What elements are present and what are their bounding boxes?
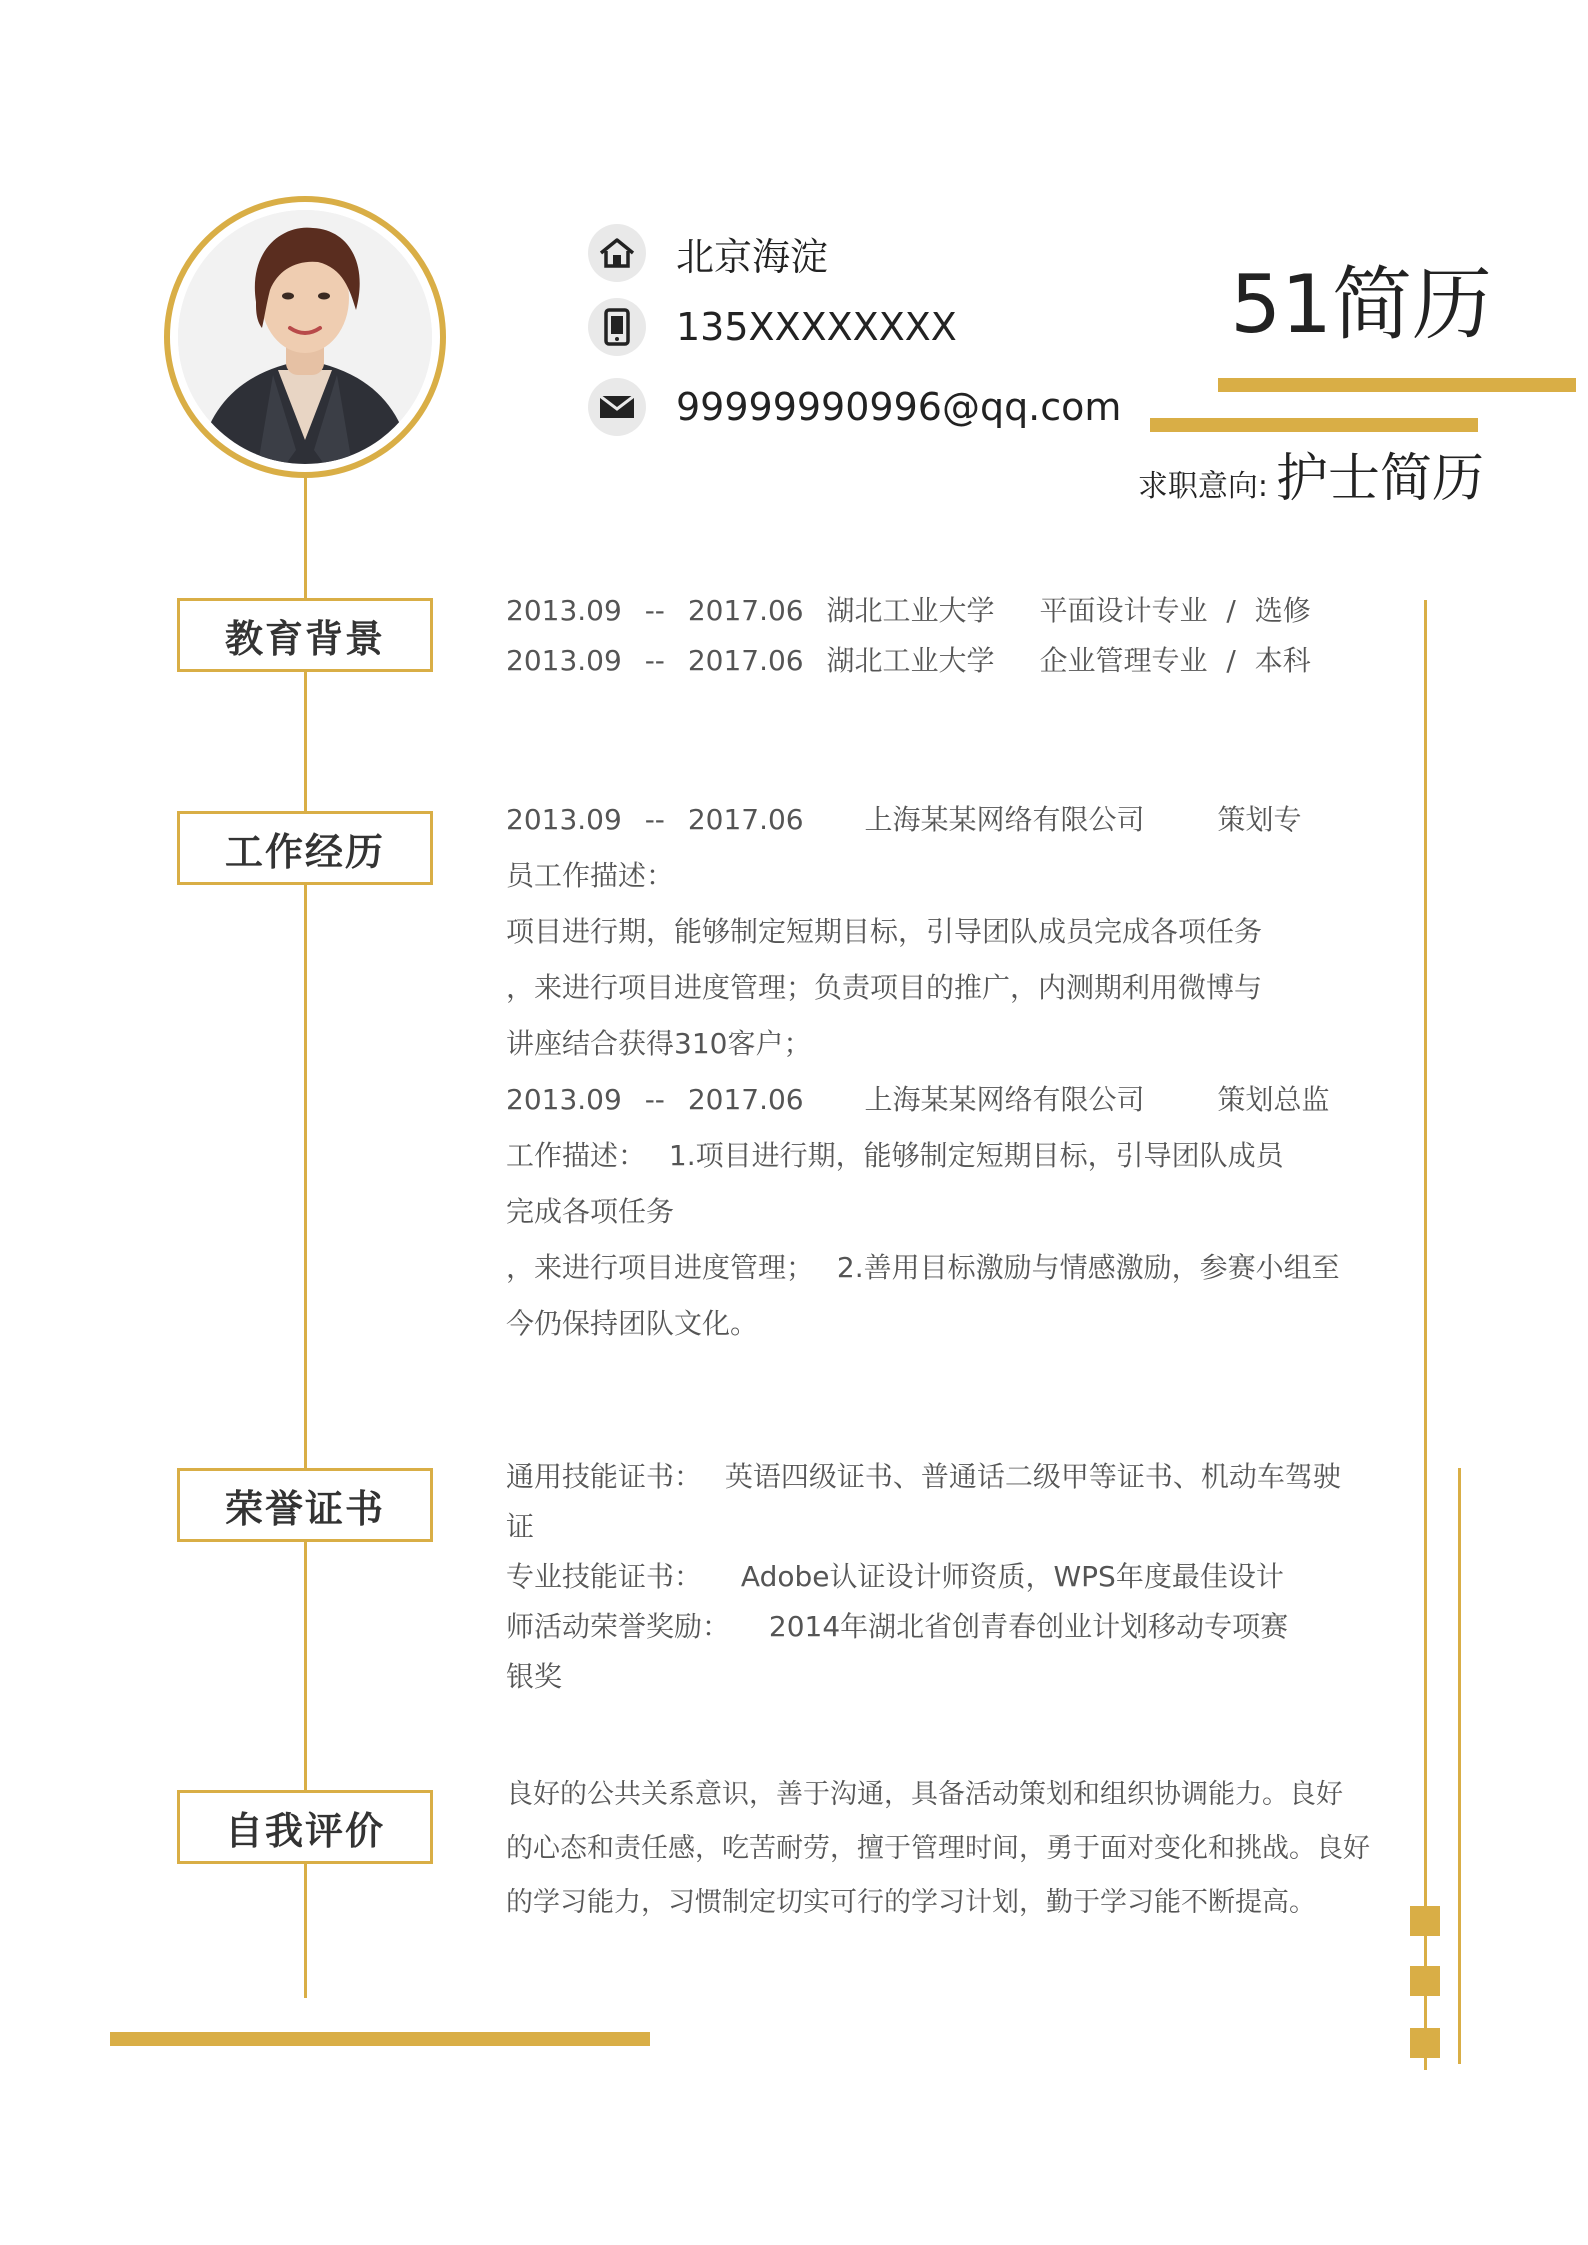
job-intent-label: 求职意向:: [1137, 469, 1268, 504]
work-company: 上海某某网络有限公司: [864, 803, 1145, 836]
square-decoration-1: [1410, 1906, 1440, 1936]
work-text: 讲座结合获得310客户；: [506, 1027, 812, 1060]
avatar: [164, 196, 446, 478]
section-title-self: 自我评价: [177, 1790, 433, 1864]
work-line: [506, 904, 1306, 960]
right-rule-2: [1458, 1468, 1461, 2064]
work-sep: --: [644, 1083, 665, 1116]
honor-line: [506, 1452, 1341, 1502]
work-role: 策划总监: [1217, 1083, 1330, 1116]
honor-line: [506, 1502, 1306, 1552]
work-text: 今仍保持团队文化。: [506, 1307, 759, 1340]
work-text: 1.项目进行期，能够制定短期目标，引导团队成员: [668, 1139, 1284, 1172]
work-role: 策划专: [1217, 803, 1302, 836]
edu-start: 2013.09: [506, 644, 622, 677]
home-icon: [588, 224, 646, 282]
job-intent-value: 护士简历: [1275, 449, 1484, 509]
contact-location: [588, 224, 828, 282]
self-line: 良好的公共关系意识，善于沟通，具备活动策划和组织协调能力。良好: [506, 1779, 1343, 1810]
edu-end: 2017.06: [687, 594, 804, 627]
location-text: 北京海淀: [676, 234, 829, 279]
work-text: ，来进行项目进度管理；: [506, 1251, 815, 1284]
square-decoration-2: [1410, 1966, 1440, 1996]
work-sep: --: [644, 803, 665, 836]
portrait-illustration: [178, 210, 432, 464]
edu-sep: --: [644, 644, 665, 677]
edu-school: 湖北工业大学: [826, 644, 995, 677]
work-text: 工作描述：: [506, 1139, 647, 1172]
phone-text: 135XXXXXXXX: [676, 305, 957, 349]
work-line: [506, 1296, 1306, 1352]
work-end: 2017.06: [687, 803, 804, 836]
work-line: [506, 848, 1306, 904]
work-text: 完成各项任务: [506, 1195, 675, 1228]
self-line: 的学习能力，习惯制定切实可行的学习计划，勤于学习能不断提高。: [506, 1887, 1316, 1918]
work-line: [506, 1128, 1306, 1184]
phone-icon: [588, 298, 646, 356]
education-content: [506, 586, 1311, 686]
work-text: 项目进行期，能够制定短期目标，引导团队成员完成各项任务: [506, 915, 1263, 948]
honor-text: 银奖: [506, 1660, 563, 1693]
contact-email: [588, 378, 1121, 436]
self-line: 的心态和责任感，吃苦耐劳，擅于管理时间，勇于面对变化和挑战。良好: [506, 1833, 1370, 1864]
edu-major: 平面设计专业: [1039, 594, 1208, 627]
work-text: 2.善用目标激励与情感激励，参赛小组至: [836, 1251, 1340, 1284]
honor-label: 专业技能证书：: [506, 1560, 703, 1593]
section-title-education: 教育背景: [177, 598, 433, 672]
contact-phone: [588, 298, 957, 356]
title-underline-bottom: [1150, 418, 1478, 432]
edu-end: 2017.06: [687, 644, 804, 677]
honor-text: 证: [506, 1510, 535, 1543]
work-text: ，来进行项目进度管理；负责项目的推广，内测期利用微博与: [506, 971, 1263, 1004]
honor-text: 2014年湖北省创青春创业计划移动专项赛: [768, 1610, 1289, 1643]
edu-school: 湖北工业大学: [826, 594, 995, 627]
square-decoration-3: [1410, 2028, 1440, 2058]
email-text: 99999990996@qq.com: [676, 385, 1122, 429]
mail-icon: [588, 378, 646, 436]
work-content: [506, 792, 1340, 1352]
section-title-work: 工作经历: [177, 811, 433, 885]
timeline-line: [304, 476, 307, 1998]
edu-slash: /: [1226, 594, 1236, 627]
edu-major: 企业管理专业: [1039, 644, 1208, 677]
right-rule-1: [1424, 600, 1427, 2070]
honor-line: [506, 1652, 1306, 1702]
work-line: [506, 960, 1306, 1016]
edu-slash: /: [1226, 644, 1236, 677]
edu-degree: 选修: [1254, 594, 1311, 627]
edu-start: 2013.09: [506, 594, 622, 627]
work-company: 上海某某网络有限公司: [864, 1083, 1145, 1116]
resume-title: 51简历: [1230, 258, 1492, 351]
honor-line: [506, 1552, 1306, 1602]
honor-label: 通用技能证书：: [506, 1460, 703, 1493]
honor-text: 英语四级证书、普通话二级甲等证书、机动车驾驶: [724, 1460, 1341, 1493]
honor-line: [506, 1602, 1306, 1652]
work-line: [506, 792, 1306, 848]
honor-text: Adobe认证设计师资质，WPS年度最佳设计: [740, 1560, 1284, 1593]
work-start: 2013.09: [506, 803, 622, 836]
honor-label: 师活动荣誉奖励：: [506, 1610, 731, 1643]
work-line: [506, 1016, 1306, 1072]
job-intent: [1138, 436, 1484, 511]
education-line: [506, 586, 1311, 636]
work-text: 员工作描述：: [506, 859, 675, 892]
title-underline-top: [1218, 378, 1576, 392]
section-title-honors: 荣誉证书: [177, 1468, 433, 1542]
self-content: [506, 1768, 1370, 1930]
work-end: 2017.06: [687, 1083, 804, 1116]
avatar-photo: [178, 210, 432, 464]
bottom-left-bar: [110, 2032, 650, 2046]
work-line: [506, 1072, 1330, 1128]
work-line: [506, 1240, 1340, 1296]
edu-sep: --: [644, 594, 665, 627]
work-start: 2013.09: [506, 1083, 622, 1116]
honors-content: [506, 1452, 1341, 1702]
education-line: [506, 636, 1311, 686]
edu-degree: 本科: [1254, 644, 1311, 677]
work-line: [506, 1184, 1306, 1240]
